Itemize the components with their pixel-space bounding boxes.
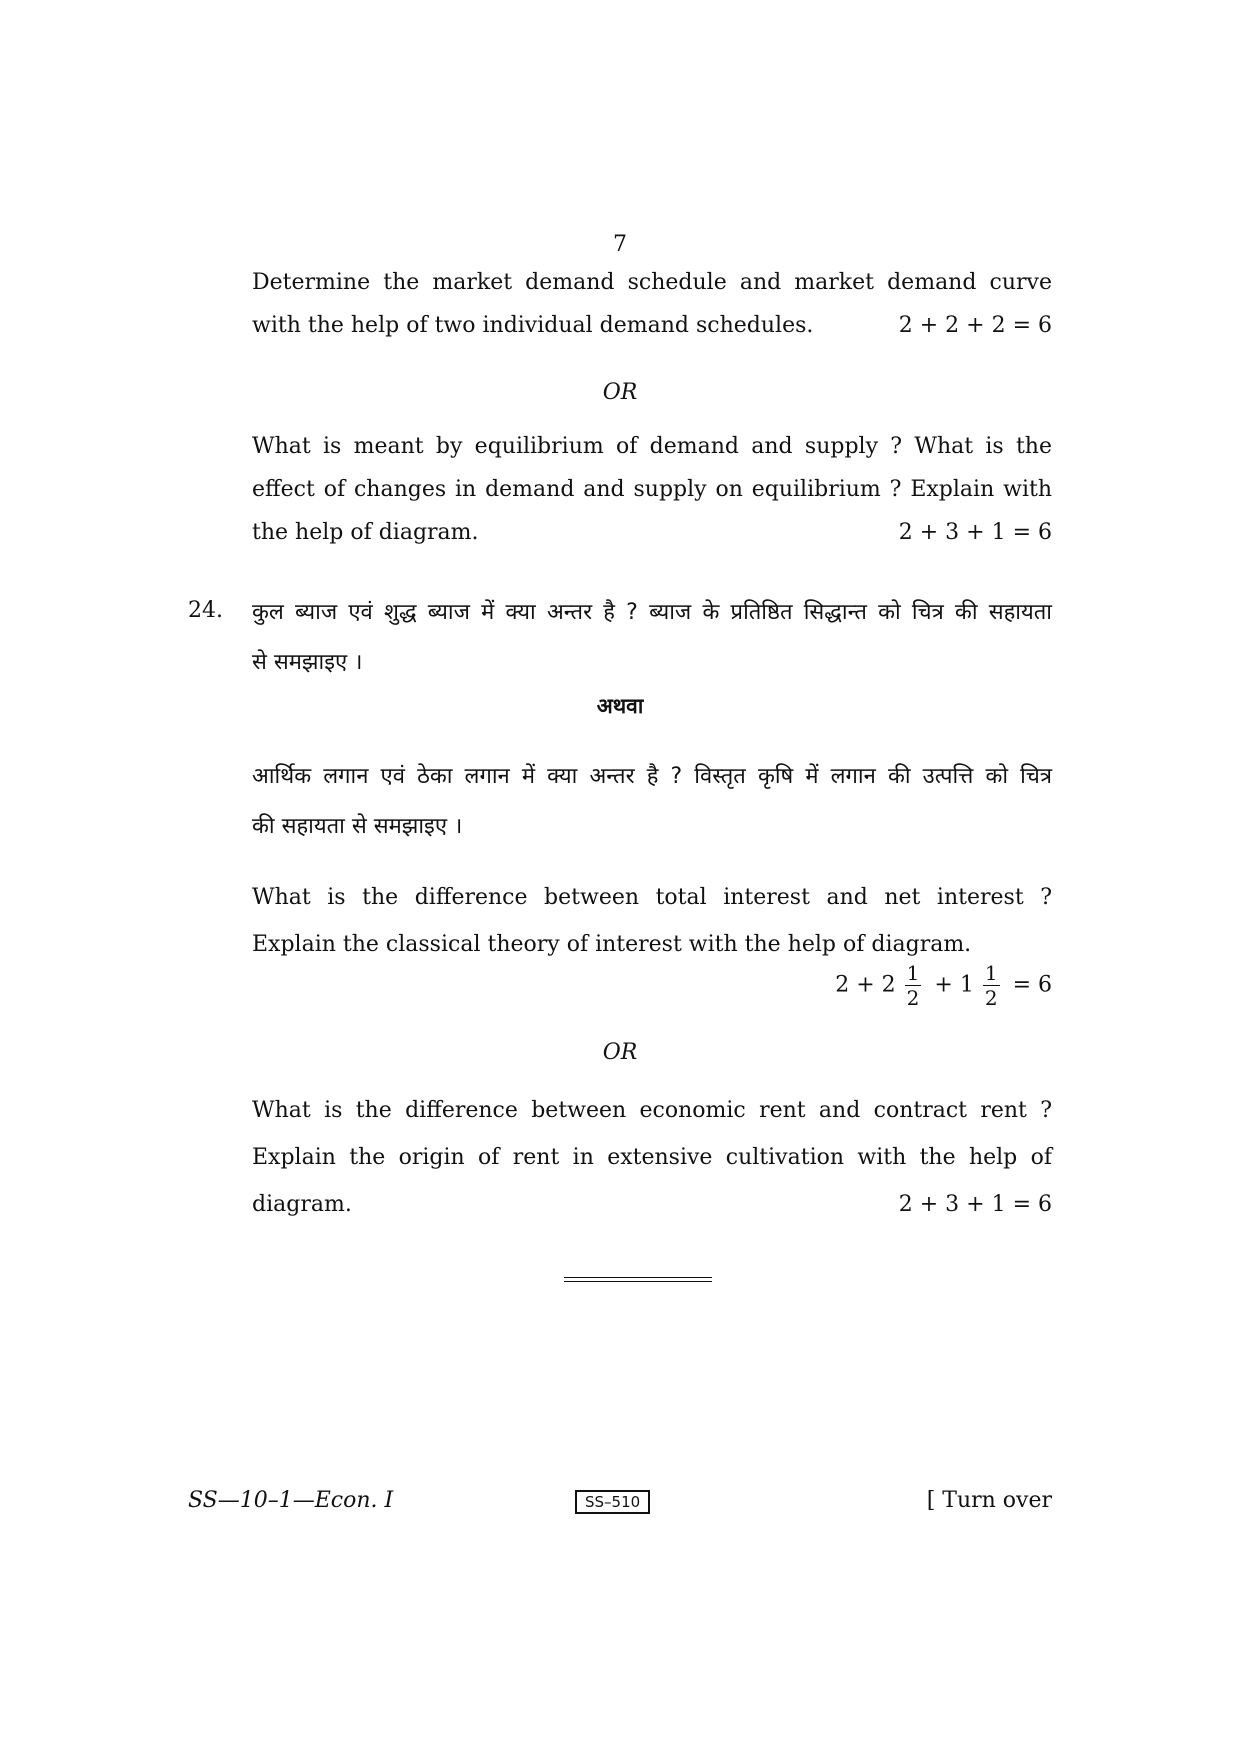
footer-paper-code: SS—10–1—Econ. I <box>188 1488 394 1513</box>
athva-label: अथवा <box>596 694 644 718</box>
q24-english-block <box>252 885 1052 1008</box>
q24-en-or-line-3-row <box>252 1192 1052 1217</box>
or-label-2: OR <box>602 1040 638 1065</box>
q23-line-2-row <box>252 313 1052 338</box>
q24-marks <box>252 963 1052 1008</box>
q23-or-marks: 2 + 3 + 1 = 6 <box>898 520 1052 545</box>
q24-marks-c: = 6 <box>1012 972 1052 998</box>
q24-hindi-or-block <box>252 760 1052 840</box>
q23-or-line-1: What is meant by equilibrium of demand and supply ? What is the <box>252 434 1052 459</box>
q23-or-line-3-row <box>252 520 1052 545</box>
q24-hindi-block <box>252 596 1052 676</box>
q24-hindi-or-line-2: की सहायता से समझाइए । <box>252 814 463 839</box>
fraction-numerator: 1 <box>984 961 998 985</box>
q24-en-or-line-3: diagram. <box>252 1192 352 1217</box>
q23-continued <box>252 270 1052 338</box>
q24-english-or-block <box>252 1098 1052 1217</box>
question-number-24: 24. <box>188 598 223 623</box>
q24-marks-b: + 1 <box>934 972 974 998</box>
q23-or-line-3: the help of diagram. <box>252 520 479 545</box>
fraction-denominator: 2 <box>984 986 998 1010</box>
q24-en-line-2: Explain the classical theory of interest with the help of diagram. <box>252 932 972 957</box>
half-fraction-2 <box>983 963 1000 1008</box>
q23-line-1: Determine the market demand schedule and market demand curve <box>252 270 1052 295</box>
end-double-rule <box>564 1277 712 1282</box>
footer-turn-over: [ Turn over <box>926 1488 1052 1513</box>
q24-en-line-1: What is the difference between total interest and net interest ? <box>252 885 1052 910</box>
q24-en-or-line-2: Explain the origin of rent in extensive cultivation with the help of <box>252 1145 1052 1170</box>
q24-en-or-marks: 2 + 3 + 1 = 6 <box>898 1192 1052 1217</box>
q24-hindi-line-2: से समझाइए । <box>252 650 363 675</box>
page-number: 7 <box>613 232 627 257</box>
q23-line-2: with the help of two individual demand schedules. <box>252 313 814 338</box>
q24-hindi-or-line-1: आर्थिक लगान एवं ठेका लगान में क्या अन्तर है ? विस्तृत कृषि में लगान की उत्पत्ति को चित्र <box>252 764 1052 789</box>
q23-or-line-2: effect of changes in demand and supply on equilibrium ? Explain with <box>252 477 1052 502</box>
or-label-1: OR <box>602 380 638 405</box>
q24-en-or-line-1: What is the difference between economic rent and contract rent ? <box>252 1098 1052 1123</box>
q23-marks: 2 + 2 + 2 = 6 <box>898 313 1052 338</box>
q24-marks-a: 2 + 2 <box>835 972 896 998</box>
q23-or-block <box>252 434 1052 545</box>
fraction-denominator: 2 <box>906 986 920 1010</box>
half-fraction-1 <box>905 963 922 1008</box>
footer-boxed-code: SS–510 <box>575 1490 650 1514</box>
q24-hindi-line-1: कुल ब्याज एवं शुद्ध ब्याज में क्या अन्तर है ? ब्याज के प्रतिष्ठित सिद्धान्त को चित्र की सहायता <box>252 600 1052 625</box>
fraction-numerator: 1 <box>906 961 920 985</box>
